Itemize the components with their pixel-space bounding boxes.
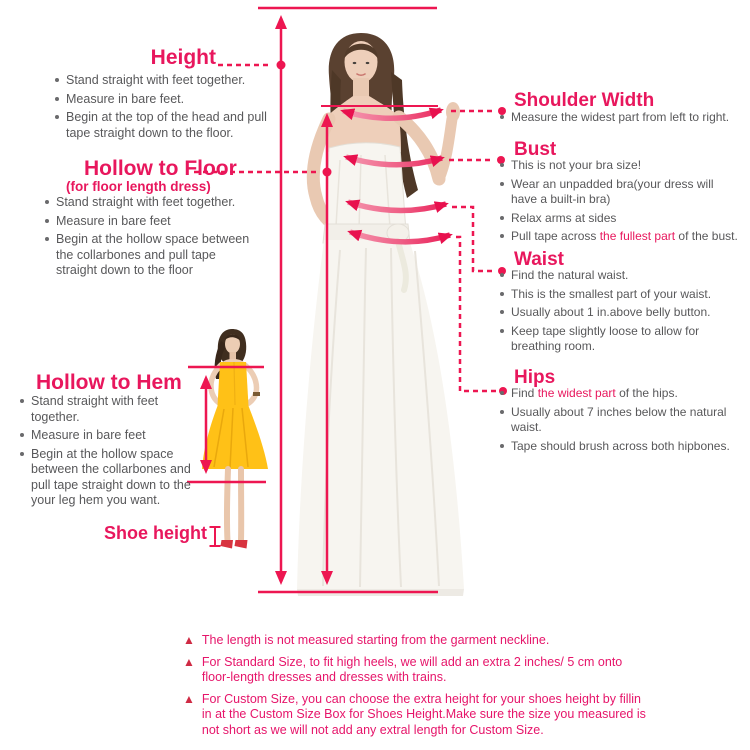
petite-model-photo xyxy=(202,329,268,549)
list-item: This is the smallest part of your waist. xyxy=(500,287,735,303)
hollow-to-floor-subtitle: (for floor length dress) xyxy=(66,179,211,194)
shoe-height-measure xyxy=(210,527,221,546)
list-item: Keep tape slightly loose to allow for breathing room. xyxy=(500,324,735,355)
list-item: This is not your bra size! xyxy=(500,158,722,174)
highlight-text: the widest part xyxy=(537,386,616,400)
list-item: Begin at the top of the head and pull tape straight down to the floor. xyxy=(55,110,285,141)
note-item: ▲ The length is not measured starting from the garment neckline. xyxy=(183,633,550,647)
height-title: Height xyxy=(150,46,216,69)
hollow-to-floor-bullets xyxy=(45,195,257,282)
note-item: ▲ For Standard Size, to fit high heels, we will add an extra 2 inches/ 5 cm onto floor-length dresses and dresses with trains. xyxy=(183,654,623,684)
list-item: Stand straight with feet together. xyxy=(55,73,285,89)
hollow-to-floor-title: Hollow to Floor xyxy=(84,157,237,180)
height-bullets xyxy=(55,73,285,144)
shoe-height-title: Shoe height xyxy=(104,523,207,543)
hollow-to-hem-title: Hollow to Hem xyxy=(36,371,182,394)
warning-triangle-icon: ▲ xyxy=(183,654,195,669)
list-item: Relax arms at sides xyxy=(500,211,722,227)
list-item: Usually about 7 inches below the natural waist. xyxy=(500,405,738,436)
list-item: Usually about 1 in.above belly button. xyxy=(500,305,735,321)
list-item: Pull tape across the fullest part of the bust. xyxy=(500,229,750,245)
list-item: Measure in bare feet xyxy=(45,214,257,230)
list-item: Measure the widest part from left to right. xyxy=(500,110,745,126)
list-item: Stand straight with feet together. xyxy=(45,195,257,211)
waist-bullets xyxy=(500,268,735,358)
list-item: Tape should brush across both hipbones. xyxy=(500,439,738,455)
highlight-text: the fullest part xyxy=(599,229,676,243)
warning-triangle-icon: ▲ xyxy=(183,691,195,706)
hollow-to-hem-bullets xyxy=(20,394,200,512)
shoulder-width-bullets xyxy=(500,110,745,129)
list-item: Find the widest part of the hips. xyxy=(500,386,738,402)
list-item: Find the natural waist. xyxy=(500,268,735,284)
warning-triangle-icon: ▲ xyxy=(183,633,195,647)
list-item: Stand straight with feet together. xyxy=(20,394,200,425)
hips-title: Hips xyxy=(514,367,556,388)
list-item: Wear an unpadded bra(your dress will have a built-in bra) xyxy=(500,177,722,208)
note-item: ▲ For Custom Size, you can choose the extra height for your shoes height by fillin in at the Custom Size Box for Shoes Height.Make sure the size you measured is not short as we will not add any extral length for Custom Size. xyxy=(183,691,646,737)
bust-bullets xyxy=(500,158,750,248)
list-item: Begin at the hollow space between the collarbones and pull tape straight down to the your leg hem you want. xyxy=(20,447,200,509)
shoulder-width-title: Shoulder Width xyxy=(514,90,655,111)
list-item: Measure in bare feet xyxy=(20,428,200,444)
bust-title: Bust xyxy=(514,139,557,160)
hips-bullets xyxy=(500,386,738,457)
waist-title: Waist xyxy=(514,249,564,270)
list-item: Measure in bare feet. xyxy=(55,92,285,108)
list-item: Begin at the hollow space between the collarbones and pull tape straight down to the floor xyxy=(45,232,257,279)
footnotes xyxy=(183,633,651,744)
